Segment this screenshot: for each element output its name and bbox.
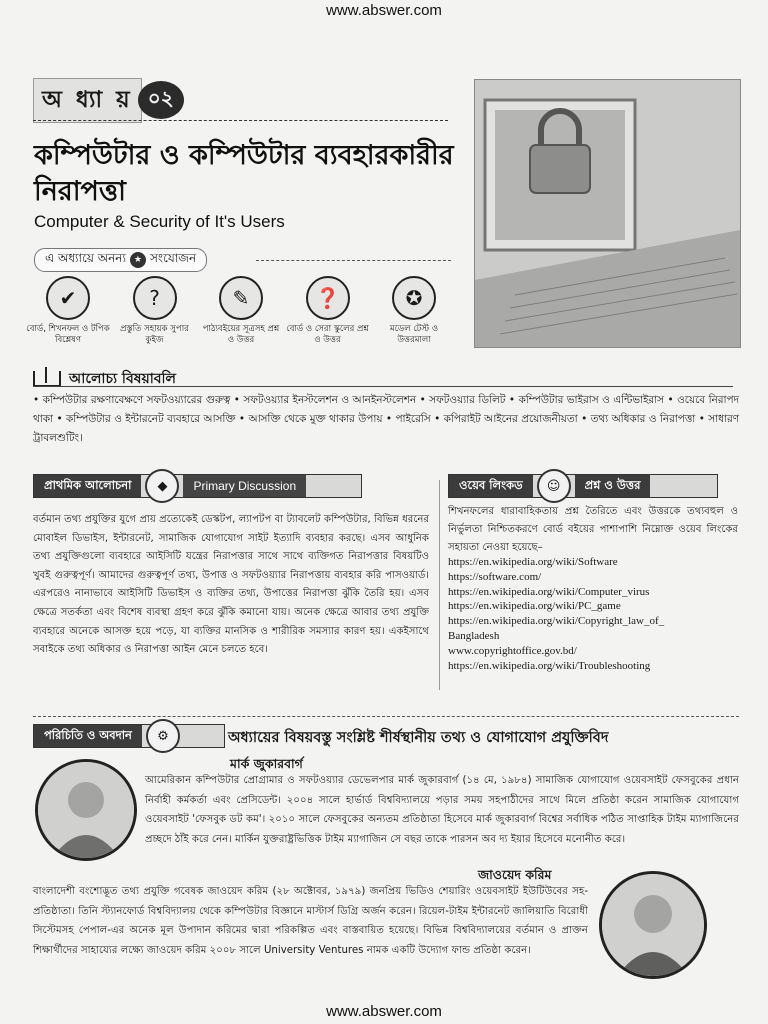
weblink-item[interactable]: https://en.wikipedia.org/wiki/Software [448,556,618,568]
discussion-emblem-icon: ◆ [145,469,179,503]
feature-label: প্রস্তুতি সহায়ক সুপার কুইজ [120,324,189,345]
intro-label: পরিচিতি ও অবদান [34,725,142,747]
unique-badge-icon: ★ [130,252,146,268]
person-photo-icon [38,762,134,858]
book-check-icon: ✎ [219,276,263,320]
intro-banner [33,724,225,748]
feature-label: পাঠ্যবইয়ের সূত্রসহ প্রশ্ন ও উত্তর [202,324,280,345]
check-icon: ✔ [46,276,90,320]
person-photo-icon [602,874,704,976]
chapter-title-bn: কম্পিউটার ও কম্পিউটার ব্যবহারকারীর নিরাপত্তা [34,140,454,207]
person-emblem-icon: ☺ [537,469,571,503]
laptop-lock-illustration [475,80,740,347]
question-badge-icon: ❓ [306,276,350,320]
chapter-label: অ ধ্যা য় [33,78,142,123]
feature-board-analysis [26,276,110,346]
chapter-number: ০২ [138,81,184,119]
chapter-divider [33,120,448,121]
weblinks-banner [448,474,718,498]
portrait-zuckerberg [35,759,137,861]
feature-label: বোর্ড, শিখনফল ও টপিক বিশ্লেষণ [26,324,110,345]
open-book-icon [33,371,61,387]
weblink-item[interactable]: https://en.wikipedia.org/wiki/Computer_virus [448,585,650,598]
intro-divider [33,716,739,717]
topics-heading-text: আলোচ্য বিষয়াবলি [69,371,176,387]
intro-section-title: অধ্যায়ের বিষয়বস্তু সংশ্লিষ্ট শীর্ষস্থানীয় তথ্য ও যোগাযোগ প্রযুক্তিবিদ [228,730,609,746]
weblink-item[interactable]: https://en.wikipedia.org/wiki/Copyright_law_of_ [448,615,665,628]
primary-discussion-text: বর্তমান তথ্য প্রযুক্তির যুগে প্রায় প্রত্যেকেই ডেস্কটপ, ল্যাপটপ বা ট্যাবলেট কম্পিউটার, বিভিন্ন ধরনের মোবাইল ডিভাইস, ইন্টারনেট, সামাজিক যোগাযোগ সাইট ইত্যাদি ব্যবহার করছে। এসব আধুনিক তথ্য প্রযুক্তিগুলো ব্যবহারে আইসিটি যন্ত্রের নিরাপত্তার সাথে সাথে ব্যক্তিগত নিরাপত্তার বিষয়টিও খুবই গুরুত্বপূর্ণ। আমাদের গুরুত্বপূর্ণ তথ্য, উপাত্ত ও সফটওয়্যার নিরাপত্তায় ব্যবহার করি পাসওয়ার্ড। এরপরেও নানাভাবে আইসিটি ডিভাইস ও ব্যক্তির তথ্য, উপাত্তের নিরাপত্তা ঝুঁকি তৈরি হয়। এসব ক্ষেত্রে সতর্কতা এবং বিশেষ ব্যবস্থা গ্রহণ করে ঝুঁকি কমানো যায়। অনেক ক্ষেত্রে আবার তথ্য প্রযুক্তি ব্যবহারে অনেকে আসক্ত হয়ে পড়ে, যা ব্যক্তির মানসিক ও শারীরিক সমস্যার কারণ হয়। একইসাথে সবাইকে তথ্য অধিকার ও নিরাপত্তা আইন মেনে চলতে হবে। [33,514,429,656]
badge-icon: ✪ [392,276,436,320]
primary-label-en: Primary Discussion [183,475,306,497]
feature-model-test [372,276,456,346]
feature-label: মডেল টেস্ট ও উত্তরমালা [389,324,439,345]
weblinks-label-right: প্রশ্ন ও উত্তর [575,475,651,497]
weblink-item[interactable]: www.copyrightoffice.gov.bd/ [448,644,577,657]
topics-heading [33,367,176,391]
chapter-tag [33,80,213,120]
weblink-item[interactable]: https://software.com/ [448,570,542,583]
weblink-item[interactable]: Bangladesh [448,629,500,642]
feature-label: বোর্ড ও সেরা স্কুলের প্রশ্ন ও উত্তর [286,324,369,345]
person-bio-karim: বাংলাদেশী বংশোদ্ভূত তথ্য প্রযুক্তি গবেষক জাওয়েদ করিম (২৮ অক্টোবর, ১৯৭৯) জনপ্রিয় ভিডিও শেয়ারিং ওয়েবসাইট ইউটিউবের সহ-প্রতিষ্ঠাতা। তিনি স্ট্যানফোর্ড বিশ্ববিদ্যালয় থেকে কম্পিউটার বিজ্ঞানে মাস্টার্স ডিগ্রি অর্জন করেন। রিয়েল-টাইম ইন্টারনেট জালিয়াতি বিরোধী সিস্টেমসহ পেপাল-এর অনেক মূল উপাদান করিমের দ্বারা পরিকল্পিত এবং বাস্তবায়িত হয়েছে। বিভিন্ন বিশ্ববিদ্যালয়ের বর্তমান ও প্রাক্তন শিক্ষার্থীদের সাহায্যের লক্ষ্যে জাওয়েদ করিম ২০০৮ সালে University Ventures নামক একটি উদ্যোগ ফান্ড প্রতিষ্ঠা করেন। [33,886,588,956]
weblink-item[interactable]: https://en.wikipedia.org/wiki/PC_game [448,600,621,613]
addition-pill [34,248,207,272]
chapter-title-en: Computer & Security of It's Users [34,212,285,231]
addition-divider [256,260,451,261]
person-name-karim: জাওয়েদ করিম [478,867,552,882]
portrait-karim [599,871,707,979]
feature-icons [26,276,456,346]
topics-list: • কম্পিউটার রক্ষণাবেক্ষণে সফটওয়্যারের গুরুত্ব • সফটওয়্যার ইনস্টলেশন ও আনইনস্টলেশন • সফটওয়্যার ডিলিট • কম্পিউটার ভাইরাস ও এন্টিভাইরাস • ওয়েবে নিরাপদ থাকা • কম্পিউটার ও ইন্টারনেট ব্যবহারে আসক্তি • আসক্তি থেকে মুক্ত থাকার উপায় • পাইরেসি • কপিরাইট আইনের প্রয়োজনীয়তা • তথ্য অধিকার ও নিরাপত্তা • সাধারণ ট্রাবলশুটিং। [33,394,739,444]
chapter-photo [474,79,741,348]
feature-board-school-qa [286,276,370,346]
feature-textbook-qa [199,276,283,346]
weblinks-label-left: ওয়েব লিংকড [449,475,533,497]
weblink-item[interactable]: https://en.wikipedia.org/wiki/Troubleshooting [448,659,651,672]
person-bio-zuckerberg: আমেরিকান কম্পিউটার প্রোগ্রামার ও সফটওয়্যার ডেভেলপার মার্ক জুকারবার্গ (১৪ মে, ১৯৮৪) সামাজিক যোগাযোগ ওয়েবসাইট ফেসবুকের প্রধান নির্বাহী কর্মকর্তা এবং প্রেসিডেন্ট। ২০০৪ সালে হার্ভার্ড বিশ্ববিদ্যালয়ে পড়ার সময় সহপাঠীদের সাথে মিলে প্রতিষ্ঠা করেন সামাজিক যোগাযোগ ওয়েবসাইট 'ফেসবুক ডট কম'। ২০১০ সালে ফেসবুকের অন্যতম প্রতিষ্ঠাতা হিসেবে মার্ক জুকারবার্গ বিশ্বের সর্বাধিক পঠিত সাপ্তাহিক টাইম ম্যাগাজিনের প্রচ্ছদে ঠাঁই করে নেন। মার্কিন যুক্তরাষ্ট্রভিত্তিক টাইম ম্যাগাজিন সে বছর তাকে পারসন অব দ্য ইয়ার হিসেবে মনোনীত করে। [145,775,739,845]
topics-divider [33,386,733,387]
addition-text-after: সংযোজন [149,251,197,265]
site-url-bottom[interactable]: www.abswer.com [326,1003,442,1020]
weblinks-intro: শিখনফলের ধারাবাহিকতায় প্রশ্ন তৈরিতে এবং উত্তরকে তথ্যবহুল ও নির্ভুলতা নিশ্চিতকরণে বোর্ড বইয়ের পাশাপাশি নিম্নোক্ত ওয়েব লিংকের সহায়তা নেওয়া হয়েছে– [448,506,738,553]
weblinks-list [448,555,738,673]
feature-super-quiz [113,276,197,346]
primary-discussion-banner [33,474,362,498]
person-name-zuckerberg: মার্ক জুকারবার্গ [230,756,303,771]
primary-label-bn: প্রাথমিক আলোচনা [34,475,141,497]
addition-text-before: এ অধ্যায়ে অনন্য [45,251,126,265]
column-divider [439,480,440,690]
site-url-top[interactable]: www.abswer.com [326,2,442,19]
question-icon: ? [133,276,177,320]
scientist-emblem-icon: ⚙ [146,719,180,753]
